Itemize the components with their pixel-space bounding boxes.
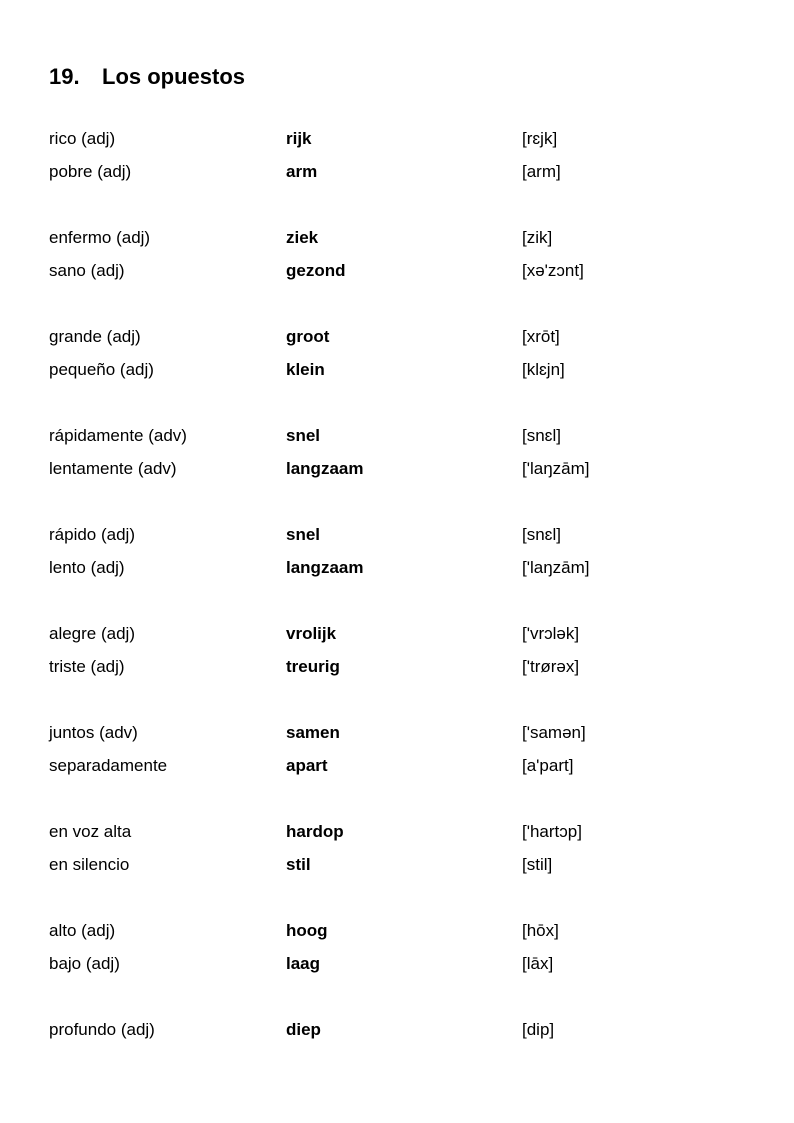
pronunciation: ['laŋzām] (522, 459, 590, 478)
pronunciation: [klɛjn] (522, 360, 565, 379)
spanish-term: lento (adj) (49, 558, 125, 577)
dutch-term: vrolijk (286, 624, 337, 643)
word-pair (49, 521, 749, 587)
word-pair (49, 422, 749, 488)
vocabulary-row (49, 719, 749, 752)
spanish-term: en silencio (49, 855, 130, 874)
vocabulary-row (49, 917, 749, 950)
vocabulary-row (49, 455, 749, 488)
word-pair (49, 620, 749, 686)
spanish-term: juntos (adv) (49, 723, 138, 742)
spanish-term: lentamente (adv) (49, 459, 177, 478)
dutch-term: snel (286, 426, 321, 445)
spanish-term: bajo (adj) (49, 954, 120, 973)
vocabulary-row (49, 1016, 749, 1049)
pronunciation: ['samən] (522, 723, 586, 742)
pronunciation: [snɛl] (522, 426, 561, 445)
word-pair (49, 719, 749, 785)
vocabulary-row (49, 158, 749, 191)
vocabulary-list (49, 125, 749, 1082)
dutch-term: laag (286, 954, 321, 973)
spanish-term: pobre (adj) (49, 162, 132, 181)
spanish-term: rápido (adj) (49, 525, 135, 544)
vocabulary-row (49, 323, 749, 356)
pronunciation: [xrōt] (522, 327, 560, 346)
dutch-term: rijk (286, 129, 312, 148)
pronunciation: [rɛjk] (522, 129, 558, 148)
spanish-term: triste (adj) (49, 657, 125, 676)
word-pair (49, 125, 749, 191)
pronunciation: ['vrɔlək] (522, 624, 580, 643)
spanish-term: rápidamente (adv) (49, 426, 187, 445)
vocabulary-row (49, 554, 749, 587)
pronunciation: [snɛl] (522, 525, 561, 544)
vocabulary-row (49, 356, 749, 389)
dutch-term: langzaam (286, 558, 364, 577)
dutch-term: samen (286, 723, 340, 742)
spanish-term: pequeño (adj) (49, 360, 154, 379)
spanish-term: profundo (adj) (49, 1020, 155, 1039)
spanish-term: grande (adj) (49, 327, 141, 346)
vocabulary-row (49, 851, 749, 884)
pronunciation: [arm] (522, 162, 561, 181)
dutch-term: klein (286, 360, 325, 379)
spanish-term: alegre (adj) (49, 624, 135, 643)
dutch-term: diep (286, 1020, 321, 1039)
vocabulary-row (49, 521, 749, 554)
word-pair (49, 1016, 749, 1049)
pronunciation: [hōx] (522, 921, 559, 940)
dutch-term: treurig (286, 657, 340, 676)
dutch-term: arm (286, 162, 318, 181)
dutch-term: langzaam (286, 459, 364, 478)
pronunciation: ['trørəx] (522, 657, 580, 676)
section-number: 19. (49, 64, 80, 89)
spanish-term: rico (adj) (49, 129, 116, 148)
dutch-term: snel (286, 525, 321, 544)
vocabulary-row (49, 422, 749, 455)
word-pair (49, 224, 749, 290)
dutch-term: apart (286, 756, 328, 775)
pronunciation: [dip] (522, 1020, 555, 1039)
word-pair (49, 818, 749, 884)
spanish-term: en voz alta (49, 822, 132, 841)
spanish-term: alto (adj) (49, 921, 116, 940)
pronunciation: ['hartɔp] (522, 822, 582, 841)
pronunciation: ['laŋzām] (522, 558, 590, 577)
pronunciation: [lāx] (522, 954, 554, 973)
page-title (49, 62, 245, 92)
pronunciation: [xə'zɔnt] (522, 261, 584, 280)
section-title: Los opuestos (102, 64, 246, 89)
word-pair (49, 323, 749, 389)
pronunciation: [zik] (522, 228, 553, 247)
vocabulary-row (49, 257, 749, 290)
vocabulary-row (49, 950, 749, 983)
spanish-term: separadamente (49, 756, 168, 775)
vocabulary-row (49, 653, 749, 686)
spanish-term: sano (adj) (49, 261, 125, 280)
vocabulary-row (49, 224, 749, 257)
dutch-term: stil (286, 855, 311, 874)
dutch-term: groot (286, 327, 330, 346)
vocabulary-row (49, 620, 749, 653)
spanish-term: enfermo (adj) (49, 228, 151, 247)
word-pair (49, 917, 749, 983)
pronunciation: [a'part] (522, 756, 574, 775)
vocabulary-row (49, 125, 749, 158)
dutch-term: ziek (286, 228, 319, 247)
dutch-term: gezond (286, 261, 346, 280)
dutch-term: hoog (286, 921, 328, 940)
dutch-term: hardop (286, 822, 344, 841)
pronunciation: [stil] (522, 855, 553, 874)
vocabulary-row (49, 818, 749, 851)
vocabulary-row (49, 752, 749, 785)
